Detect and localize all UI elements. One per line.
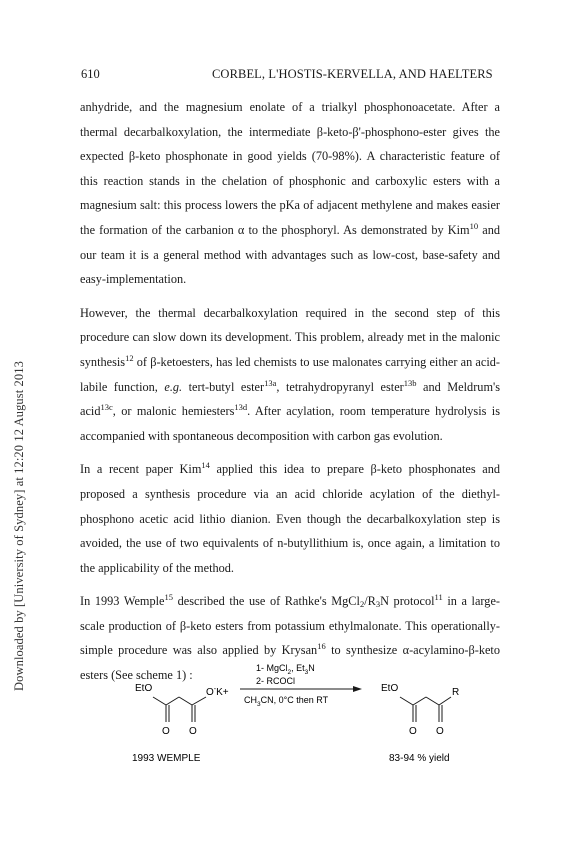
bond (426, 697, 439, 705)
oxygen-label (206, 686, 229, 698)
text-run: However, the thermal decarbalkoxylation required in the second step of this procedure can slow down its development. This problem, already met in the malonic synthesis (80, 305, 500, 369)
text-run: N protocol (380, 594, 435, 609)
condition-text: CN, 0°C then RT (260, 695, 329, 705)
reference-marker: 16 (317, 641, 326, 652)
potassium-label: K+ (216, 687, 229, 698)
text-run: in a large-scale production of β-keto esters from potassium ethylmalonate. This operationally-simple procedure was also applied by Krysan (80, 594, 500, 658)
arrow-head (353, 686, 362, 692)
oxygen-label: O (206, 687, 214, 698)
reference-marker: 13d (234, 402, 248, 413)
condition-solvent (244, 695, 329, 708)
reference-marker: 10 (469, 220, 479, 231)
text-run: and Meldrum's acid (80, 379, 501, 419)
bond (439, 697, 451, 705)
reference-marker: 15 (164, 592, 173, 603)
condition-step-1 (256, 663, 315, 676)
condition-subscript: 2 (287, 669, 292, 676)
text-run: In 1993 Wemple (80, 594, 165, 609)
text-run: described the use of Rathke's MgCl (173, 594, 360, 609)
carbonyl-oxygen-label: O (162, 726, 170, 737)
charge-label: - (213, 686, 217, 693)
bond (166, 697, 179, 705)
carbonyl-oxygen-label: O (436, 726, 444, 737)
page-number: 610 (81, 67, 100, 81)
subscript: 2 (359, 599, 365, 610)
text-run: to synthesize α-acylamino-β-keto esters (See scheme 1) : (80, 643, 500, 683)
ethoxy-label: EtO (381, 683, 399, 694)
condition-subscript: 3 (257, 701, 261, 708)
condition-text: CH (244, 695, 257, 705)
bond (179, 697, 192, 705)
text-run: . After acylation, room temperature hydrolysis is accompanied with spontaneous decomposition with carbon gas evolution. (80, 404, 500, 443)
yield-caption: 83-94 % yield (389, 753, 450, 764)
text-run: , or malonic hemiesters (112, 404, 235, 419)
reactant-caption: 1993 WEMPLE (132, 753, 201, 764)
italic-text: e.g. (164, 379, 183, 394)
carbonyl-oxygen-label: O (409, 726, 417, 737)
text-run: In a recent paper Kim (80, 462, 202, 477)
text-run: of β-ketoesters, has led chemists to use malonates carrying either an acid-labile function, (80, 354, 500, 394)
reference-marker: 13a (264, 377, 277, 388)
condition-text: 1- MgCl (256, 663, 288, 673)
r-group-label: R (452, 687, 460, 698)
product-structure (400, 697, 451, 722)
condition-step-2: 2- RCOCl (256, 676, 296, 686)
bond (413, 697, 426, 705)
text-run: anhydride, and the magnesium enolate of a trialkyl phosphonoacetate. After a thermal decarbalkoxylation, the intermediate β-keto-β'-phosphono-ester gives the expected β-keto phosphonate in good yields (70-98%). A characteristic feature of this reaction stands in the chelation of phosphonic and carboxylic esters with a magnesium salt: this process lowers the pKa of adjacent methylene and makes easier the formation of the carbanion α to the phosphoryl. As demonstrated by Kim (80, 100, 500, 237)
download-watermark: Downloaded by [University of Sydney] at 12:20 12 August 2013 (12, 361, 26, 691)
text-run: tert-butyl ester (182, 379, 265, 394)
carbonyl-oxygen-label: O (189, 726, 197, 737)
reference-marker: 11 (434, 592, 443, 603)
bond (192, 697, 206, 705)
condition-text: , Et (291, 663, 305, 673)
reference-marker: 12 (125, 352, 134, 363)
bond (153, 697, 166, 705)
condition-subscript: 3 (304, 669, 309, 676)
reference-marker: 13c (100, 402, 113, 413)
bond (400, 697, 413, 705)
ethoxy-label: EtO (135, 683, 153, 694)
reference-marker: 13b (403, 377, 417, 388)
condition-text: N (308, 663, 315, 673)
running-head: CORBEL, L'HOSTIS-KERVELLA, AND HAELTERS (212, 67, 493, 81)
text-run: , tetrahydropyranyl ester (276, 379, 404, 394)
text-run: and our team it is a general method with advantages such as low-cost, base-safety and easy-implementation. (80, 222, 500, 287)
text-run: applied this idea to prepare β-keto phosphonates and proposed a synthesis procedure via an acid chloride acylation of the diethyl-phosphono acetic acid lithio dianion. Even though the decarbalkoxylation step is avoided, the use of two equivalents of n-butyllithium is, once again, a limitation to the applicability of the method. (80, 462, 500, 575)
reactant-structure (153, 697, 206, 722)
subscript: 3 (375, 599, 381, 610)
text-run: /R (364, 594, 376, 609)
reference-marker: 14 (201, 460, 210, 471)
